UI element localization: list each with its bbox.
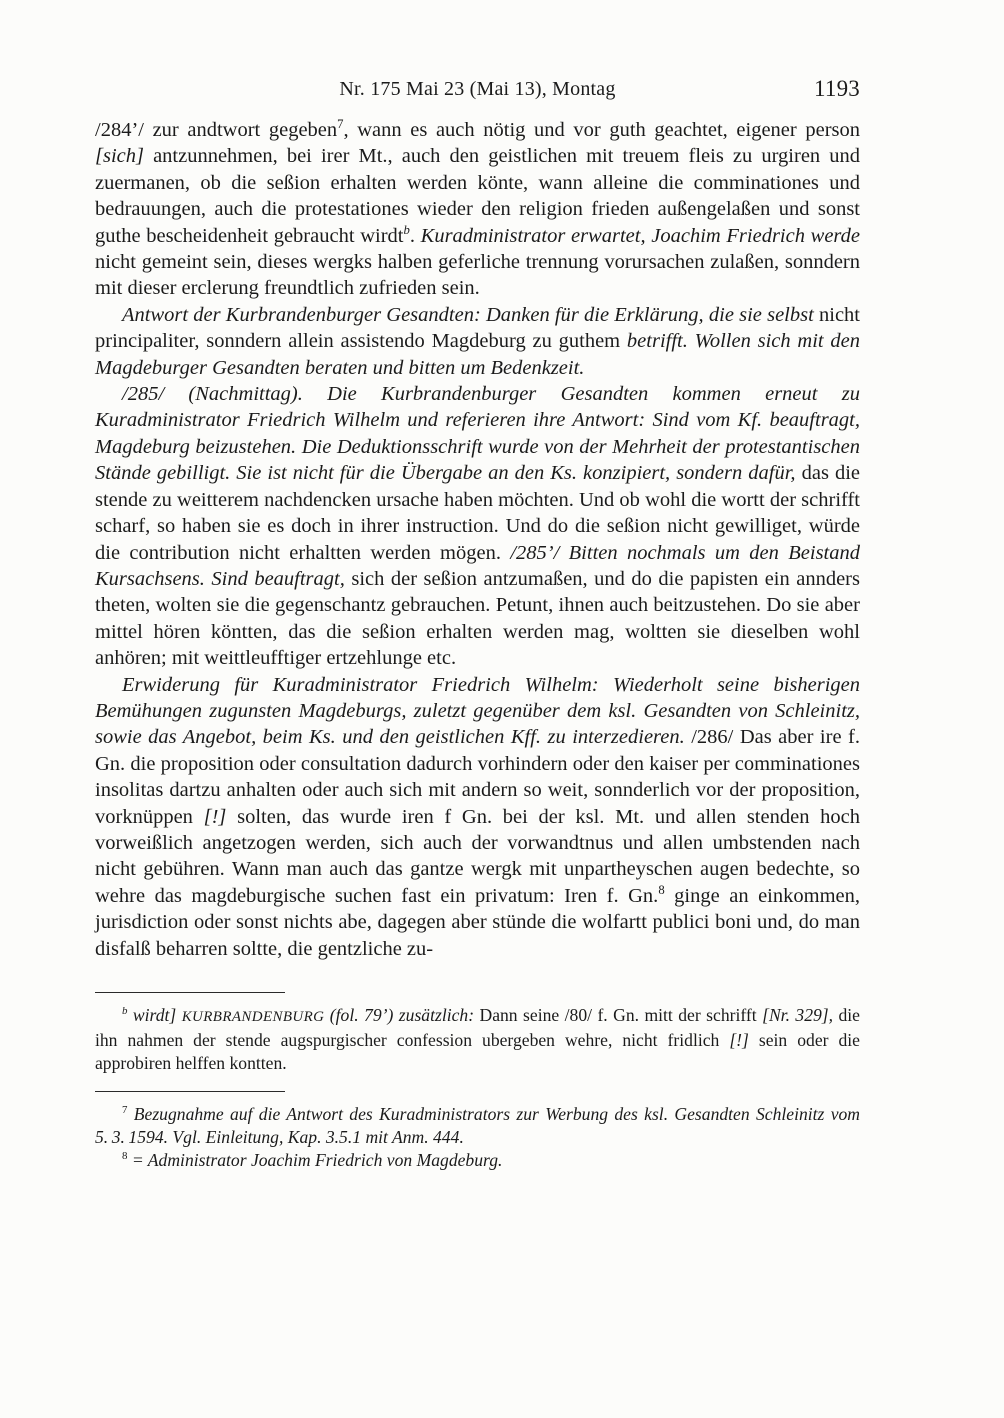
body-text (95, 117, 860, 962)
text-run: (fol. 79’) zusätzlich: (324, 1005, 480, 1025)
text-run: das die stende zu weitterem nachdencken ursache haben möchten. Und ob wohl die wortt der schrifft scharf, so haben sie es doch in ihrer instruction. Und do die seßion nicht gewilliget, würde die contribution nicht erhaltten werden mögen. (95, 462, 860, 564)
text-run: sich der seßion antzumaßen, und do die papisten ein annders theten, wolten sie die gegenschantz gebrauchen. Petunt, ihnen auch beitzustehen. Do sie aber mittel hören köntten, das die seßion erhalten werden mag, woltten sie dieselben wohl anhören; mit weittleufftiger ertzehlunge etc. (95, 567, 860, 670)
text-run: sein oder die approbiren helffen kontten. (95, 1030, 860, 1073)
text-run: die ihn nahmen der stende augspurgischer confession ubergeben wehre, nicht fridlich (95, 1005, 860, 1050)
text-run: antzunnehmen, bei irer Mt., auch den geistlichen mit treuem fleis zu urgiren und zuermanen, ob die seßion erhalten werden könte, wann alleine die comminationes und bedrauungen, auch die protestationes wieder den religion frieden außengelaßen und sonst guthe bescheidenheit gebraucht wirdt (95, 145, 860, 247)
running-header (95, 78, 860, 101)
text-run: b (403, 222, 410, 237)
numbered-footnotes (95, 1103, 860, 1172)
text-run: /285’/ Bitten nochmals um den Beistand Kursachsens. Sind beauftragt, (95, 541, 860, 590)
text-run: 8 (122, 1150, 128, 1163)
text-run: nicht principaliter, sonndern allein assistendo Magdeburg zu guthem (95, 303, 860, 353)
text-run: 7 (337, 117, 344, 132)
text-run: [Nr. 329], (762, 1005, 834, 1025)
text-run: Erwiderung für Kuradministrator Friedrich Wilhelm: Wiederholt seine bisherigen Bemühungen zugunsten Magdeburgs, zuletzt gegenüber dem ksl. Gesandten von Schleinitz, sowie das Angebot, beim Ks. und den geistlichen Kff. zu interzedieren. (95, 673, 860, 749)
text-run: [!] (729, 1030, 749, 1050)
text-run: Bezugnahme auf die Antwort des Kuradministrators zur Werbung des ksl. Gesandten Schleinitz vom 5. 3. 1594. Vgl. Einleitung, Kap. 3.5.1 mit Anm. 444. (95, 1104, 861, 1147)
body-paragraph (95, 302, 860, 381)
text-run: nicht gemeint sein, dieses wergks halben geferliche trennung vorursachen zulaßen, sonndern mit dieser erclerung freundtlich zufrieden sein. (95, 251, 860, 300)
text-run: Antwort der Kurbrandenburger Gesandten: Danken für die Erklärung, die sie selbst (122, 303, 814, 326)
text-run: /284’/ zur andtwort gegeben (95, 119, 338, 141)
text-run: Dann seine /80/ f. Gn. mitt der schrifft (479, 1005, 763, 1025)
text-run: 7 (122, 1104, 128, 1117)
text-run: /285/ (Nachmittag). Die Kurbrandenburger Gesandten kommen erneut zu Kuradministrator Friedrich Wilhelm und referieren ihre Antwort: Sind vom Kf. beauftragt, Magdeburg beizustehen. Die Deduktionsschrift wurde von der Mehrheit der protestantischen Stände gebilligt. Sie ist nicht für die Übergabe an den Ks. konzipiert, sondern dafür, (95, 383, 860, 485)
numbered-footnote (95, 1103, 860, 1149)
text-run: [!] (203, 805, 227, 828)
page-number: 1193 (814, 76, 860, 101)
text-run: b (122, 1005, 128, 1018)
body-paragraph (95, 381, 860, 671)
header-title: Nr. 175 Mai 23 (Mai 13), Montag (339, 78, 616, 100)
footnote-separator (95, 1091, 285, 1092)
text-run: 8 (658, 882, 665, 897)
numbered-footnote (95, 1149, 860, 1172)
text-run: = Administrator Joachim Friedrich von Magdeburg. (131, 1150, 503, 1170)
footnote-separator (95, 992, 285, 993)
text-run: wirdt] (127, 1005, 182, 1025)
critical-footnote (95, 1004, 860, 1075)
text-run: [sich] (95, 145, 144, 168)
body-paragraph (95, 117, 860, 302)
text-run: . (409, 224, 421, 247)
body-paragraph (95, 672, 860, 962)
text-run: solten, das wurde iren f Gn. bei der ksl. Mt. und allen stenden hoch vorweißlich angetzogen werden, sich auch der vorwandtnus und allen umbstenden nach nicht gebühren. Wann man auch das gantze wergk mit unpartheyschen augen bedechte, so wehre das magdeburgische suchen fast ein privatum: Iren f. Gn. (95, 805, 860, 907)
text-run: betrifft. Wollen sich mit den Magdeburger Gesandten beraten und bitten um Bedenkzeit. (95, 330, 860, 379)
text-run: ginge an einkommen, jurisdiction oder sonst nichts abe, dagegen aber stünde die wolfartt publici boni und, do man disfalß beharren soltte, die gentzliche zu- (95, 884, 860, 960)
text-run: Kuradministrator erwartet, Joachim Friedrich werde (420, 224, 860, 247)
text-run: KURBRANDENBURG (181, 1009, 325, 1025)
text-run: , wann es auch nötig und vor guth geachtet, eigener person (343, 119, 860, 141)
critical-apparatus (95, 1004, 860, 1075)
text-run: /286/ Das aber ire f. Gn. die proposition oder consultation dadurch vorhindern oder den kaiser per comminationes insolitas dartzu anhalten oder auch sich mit andern so weit, sonnderlich vor der proposition, vorknüppen (95, 726, 860, 828)
